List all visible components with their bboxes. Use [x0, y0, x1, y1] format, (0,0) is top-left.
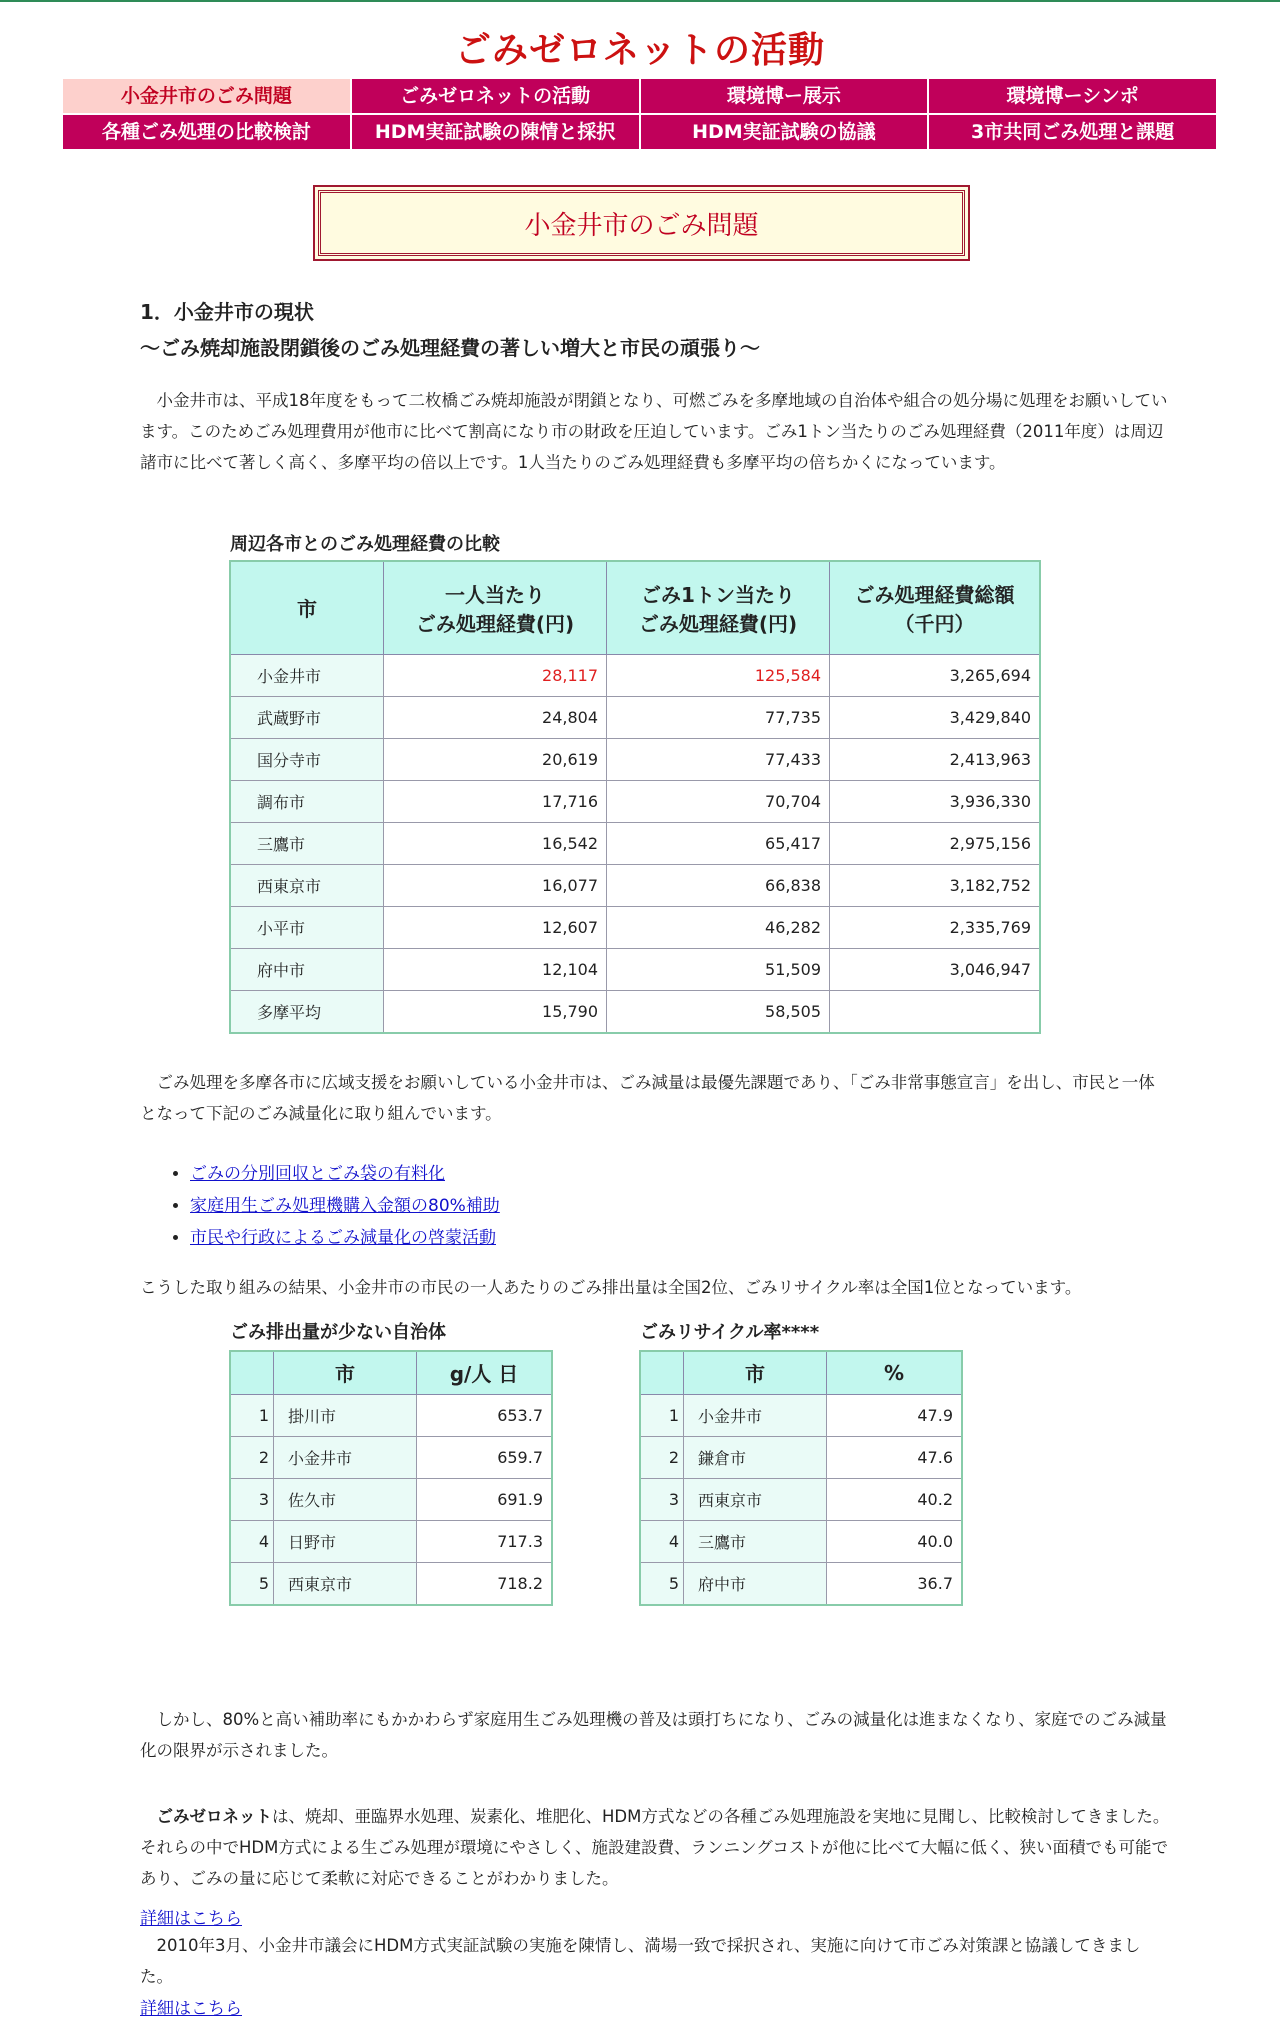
site-title: ごみゼロネットの活動 [454, 30, 825, 71]
per-person-cell: 17,716 [384, 780, 607, 822]
recycle-table-caption: ごみリサイクル率**** [640, 1322, 820, 1343]
table-row [230, 990, 1040, 1033]
table-row [230, 822, 1040, 864]
nav-item-comparison[interactable]: 各種ごみ処理の比較検討 [63, 115, 350, 149]
nav-item-garbage-problem[interactable]: 小金井市のごみ問題 [63, 79, 350, 113]
detail-link-2[interactable]: 詳細はこちら [140, 1999, 242, 2019]
total-cell: 2,335,769 [830, 906, 1041, 948]
city-cell: 鎌倉市 [684, 1436, 827, 1478]
rank-cell: 5 [640, 1562, 684, 1605]
cost-table [229, 560, 1041, 1034]
table-row [230, 1478, 552, 1520]
rank-cell: 2 [640, 1436, 684, 1478]
cost-header-total: ごみ処理経費総額 （千円） [830, 561, 1041, 654]
city-cell: 佐久市 [274, 1478, 417, 1520]
city-cell: 三鷹市 [684, 1520, 827, 1562]
rank-cell: 1 [230, 1394, 274, 1436]
city-cell: 小金井市 [230, 654, 384, 696]
result-paragraph: こうした取り組みの結果、小金井市の市民の一人あたりのごみ排出量は全国2位、ごみリサイクル率は全国1位となっています。 [140, 1278, 1082, 1297]
cost-header-per-person: 一人当たり ごみ処理経費(円) [384, 561, 607, 654]
city-cell: 小平市 [230, 906, 384, 948]
city-cell: 西東京市 [274, 1562, 417, 1605]
table-row [230, 696, 1040, 738]
section-heading: 1．小金井市の現状 [140, 300, 314, 324]
value-cell: 36.7 [827, 1562, 963, 1605]
per-person-cell: 20,619 [384, 738, 607, 780]
main-nav [63, 79, 1216, 149]
cost-header-city: 市 [230, 561, 384, 654]
limit-paragraph: しかし、80%と高い補助率にもかかわらず家庭用生ごみ処理機の普及は頭打ちになり、ごみの減量化は進まなくなり、家庭でのごみ減量化の限界が示されました。 [140, 1710, 1167, 1760]
per-ton-cell: 66,838 [607, 864, 830, 906]
nav-item-expo-exhibit[interactable]: 環境博ー展示 [641, 79, 928, 113]
total-cell: 2,975,156 [830, 822, 1041, 864]
nav-item-hdm-discussion[interactable]: HDM実証試験の協議 [641, 115, 928, 149]
per-ton-cell: 77,735 [607, 696, 830, 738]
total-cell: 3,429,840 [830, 696, 1041, 738]
list-item [190, 1222, 500, 1254]
table-row [640, 1436, 962, 1478]
value-cell: 47.6 [827, 1436, 963, 1478]
rank-cell: 1 [640, 1394, 684, 1436]
value-cell: 47.9 [827, 1394, 963, 1436]
rank-cell: 3 [640, 1478, 684, 1520]
city-cell: 日野市 [274, 1520, 417, 1562]
total-cell: 3,046,947 [830, 948, 1041, 990]
per-ton-cell: 51,509 [607, 948, 830, 990]
emission-header-city: 市 [274, 1351, 417, 1394]
city-cell: 多摩平均 [230, 990, 384, 1033]
table-row [640, 1520, 962, 1562]
table-row [640, 1478, 962, 1520]
table-row [230, 654, 1040, 696]
emission-table-caption: ごみ排出量が少ない自治体 [230, 1322, 446, 1343]
zeronet-text: は、焼却、亜臨界水処理、炭素化、堆肥化、HDM方式などの各種ごみ処理施設を実地に見聞し、比較検討してきました。それらの中でHDM方式による生ごみ処理が環境にやさしく、施設建設費、ランニングコストが他に比べて大幅に低く、狭い面積でも可能であり、ごみの量に応じて柔軟に対応できることがわかりました。 [140, 1807, 1170, 1888]
detail-link-1-wrap [140, 1904, 242, 1929]
value-cell: 659.7 [417, 1436, 553, 1478]
city-cell: 府中市 [684, 1562, 827, 1605]
nav-item-three-city[interactable]: 3市共同ごみ処理と課題 [929, 115, 1216, 149]
city-cell: 掛川市 [274, 1394, 417, 1436]
table-row [230, 1562, 552, 1605]
rank-cell: 3 [230, 1478, 274, 1520]
table-row [230, 1520, 552, 1562]
per-person-cell: 24,804 [384, 696, 607, 738]
emission-header-value: g/人 日 [417, 1351, 553, 1394]
recycle-header-value: % [827, 1351, 963, 1394]
nav-item-hdm-petition[interactable]: HDM実証試験の陳情と採択 [352, 115, 639, 149]
total-cell: 2,413,963 [830, 738, 1041, 780]
recycle-header-city: 市 [684, 1351, 827, 1394]
top-border [0, 0, 1280, 2]
measure-link-awareness[interactable]: 市民や行政によるごみ減量化の啓蒙活動 [190, 1228, 496, 1248]
petition-paragraph: 2010年3月、小金井市議会にHDM方式実証試験の実施を陳情し、満場一致で採択され、実施に向けて市ごみ対策課と協議してきました。 [140, 1936, 1141, 1986]
per-person-cell: 15,790 [384, 990, 607, 1033]
table-row [230, 1436, 552, 1478]
recycle-header-rank [640, 1351, 684, 1394]
support-paragraph: ごみ処理を多摩各市に広域支援をお願いしている小金井市は、ごみ減量は最優先課題であり、「ごみ非常事態宣言」を出し、市民と一体となって下記のごみ減量化に取り組んでいます。 [140, 1073, 1155, 1123]
reduction-measures-list [168, 1158, 500, 1254]
table-row [230, 864, 1040, 906]
nav-item-expo-symposium[interactable]: 環境博ーシンポ [929, 79, 1216, 113]
intro-paragraph: 小金井市は、平成18年度をもって二枚橋ごみ焼却施設が閉鎖となり、可燃ごみを多摩地域の自治体や組合の処分場に処理をお願いしています。このためごみ処理費用が他市に比べて割高になり市の財政を圧迫しています。ごみ1トン当たりのごみ処理経費（2011年度）は周辺諸市に比べて著しく高く、多摩平均の倍以上です。1人当たりのごみ処理経費も多摩平均の倍ちかくになっています。 [140, 391, 1168, 472]
emission-header-rank [230, 1351, 274, 1394]
measure-link-separation[interactable]: ごみの分別回収とごみ袋の有料化 [190, 1164, 445, 1184]
section-subheading: ～ごみ焼却施設閉鎖後のごみ処理経費の著しい増大と市民の頑張り～ [140, 336, 760, 360]
table-row [230, 780, 1040, 822]
city-cell: 武蔵野市 [230, 696, 384, 738]
table-row [640, 1394, 962, 1436]
rank-cell: 4 [640, 1520, 684, 1562]
per-person-cell: 12,104 [384, 948, 607, 990]
city-cell: 国分寺市 [230, 738, 384, 780]
per-ton-cell: 77,433 [607, 738, 830, 780]
city-cell: 西東京市 [230, 864, 384, 906]
total-cell [830, 990, 1041, 1033]
per-person-cell: 12,607 [384, 906, 607, 948]
per-ton-cell: 58,505 [607, 990, 830, 1033]
recycle-table [639, 1350, 963, 1606]
per-ton-cell: 65,417 [607, 822, 830, 864]
per-ton-cell: 70,704 [607, 780, 830, 822]
total-cell: 3,265,694 [830, 654, 1041, 696]
value-cell: 40.0 [827, 1520, 963, 1562]
table-row [230, 906, 1040, 948]
zeronet-paragraph [140, 1801, 1170, 1894]
zeronet-name: ごみゼロネット [156, 1807, 272, 1826]
city-cell: 調布市 [230, 780, 384, 822]
nav-item-zeronet-activity[interactable]: ごみゼロネットの活動 [352, 79, 639, 113]
detail-link-2-wrap [140, 1994, 242, 2019]
measure-link-subsidy[interactable]: 家庭用生ごみ処理機購入金額の80%補助 [190, 1196, 500, 1216]
table-row [230, 948, 1040, 990]
per-person-cell: 16,077 [384, 864, 607, 906]
city-cell: 三鷹市 [230, 822, 384, 864]
detail-link-1[interactable]: 詳細はこちら [140, 1909, 242, 1929]
rank-cell: 5 [230, 1562, 274, 1605]
table-row [640, 1562, 962, 1605]
per-ton-cell: 46,282 [607, 906, 830, 948]
emission-table [229, 1350, 553, 1606]
page-title: 小金井市のごみ問題 [318, 190, 965, 256]
per-person-cell: 16,542 [384, 822, 607, 864]
cost-table-caption: 周辺各市とのごみ処理経費の比較 [230, 534, 500, 555]
value-cell: 691.9 [417, 1478, 553, 1520]
value-cell: 718.2 [417, 1562, 553, 1605]
value-cell: 653.7 [417, 1394, 553, 1436]
city-cell: 小金井市 [274, 1436, 417, 1478]
table-row [230, 738, 1040, 780]
list-item [190, 1190, 500, 1222]
table-row [230, 1394, 552, 1436]
rank-cell: 2 [230, 1436, 274, 1478]
total-cell: 3,936,330 [830, 780, 1041, 822]
city-cell: 西東京市 [684, 1478, 827, 1520]
city-cell: 小金井市 [684, 1394, 827, 1436]
value-cell: 717.3 [417, 1520, 553, 1562]
cost-header-per-ton: ごみ1トン当たり ごみ処理経費(円) [607, 561, 830, 654]
list-item [190, 1158, 500, 1190]
per-ton-cell: 125,584 [607, 654, 830, 696]
per-person-cell: 28,117 [384, 654, 607, 696]
total-cell: 3,182,752 [830, 864, 1041, 906]
city-cell: 府中市 [230, 948, 384, 990]
value-cell: 40.2 [827, 1478, 963, 1520]
rank-cell: 4 [230, 1520, 274, 1562]
